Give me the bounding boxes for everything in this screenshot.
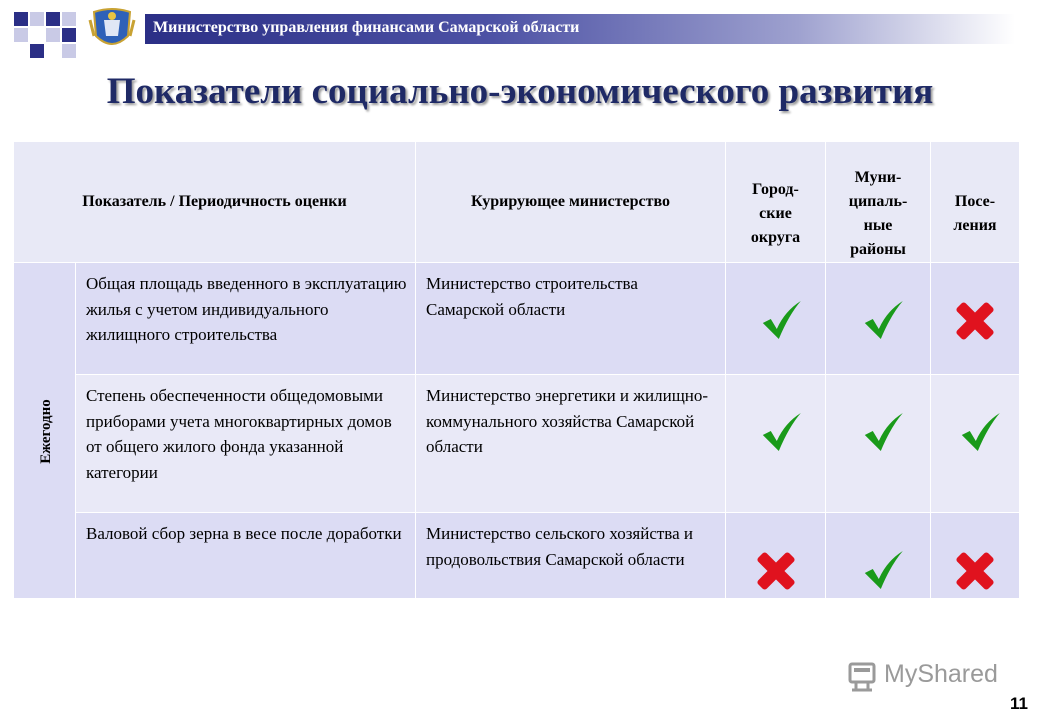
mark-cell <box>931 263 1020 375</box>
check-icon <box>756 297 804 345</box>
header-settlements-label: Посе- ления <box>953 193 997 234</box>
check-icon <box>859 297 907 345</box>
mark-cell <box>826 375 931 513</box>
page-title: Показатели социально-экономического развития <box>106 71 934 112</box>
watermark-text: MyShared <box>884 660 998 688</box>
indicator-text: Степень обеспеченности общедомовыми приборами учета многоквартирных домов от общего жилого фонда указанной категории <box>86 386 392 482</box>
mark-cell <box>826 263 931 375</box>
emblem-icon <box>86 6 138 54</box>
indicator-text: Общая площадь введенного в эксплуатацию жилья с учетом индивидуального жилищного строительства <box>86 274 407 344</box>
ministry-cell <box>416 513 726 599</box>
cross-icon <box>951 547 999 595</box>
header-indicator: Показатель / Периодичность оценки <box>14 142 416 263</box>
header-settlements <box>931 142 1020 263</box>
indicator-cell <box>76 263 416 375</box>
indicator-cell <box>76 375 416 513</box>
ministry-text: Министерство сельского хозяйства и продовольствия Самарской области <box>426 524 693 569</box>
header-bar <box>145 14 1015 44</box>
table-row <box>14 375 1020 513</box>
check-icon <box>859 409 907 457</box>
check-icon <box>859 547 907 595</box>
header-city-districts-label: Город- ские округа <box>750 181 801 246</box>
mark-cell <box>931 375 1020 513</box>
mark-cell <box>726 263 826 375</box>
period-label: Ежегодно <box>37 398 54 464</box>
table-header-row <box>14 142 1020 263</box>
header-ministry: Курирующее министерство <box>416 142 726 263</box>
check-icon <box>956 409 1004 457</box>
watermark <box>848 656 1008 696</box>
indicator-text: Валовой сбор зерна в весе после доработки <box>86 524 402 543</box>
header-city-districts <box>726 142 826 263</box>
header-municipal-districts <box>826 142 931 263</box>
ministry-cell <box>416 375 726 513</box>
mark-cell <box>726 375 826 513</box>
header-municipal-districts-label: Муни- ципаль- ные районы <box>848 169 908 258</box>
check-icon <box>756 409 804 457</box>
indicator-cell <box>76 513 416 599</box>
mark-cell <box>826 513 931 599</box>
page-number: 11 <box>1010 694 1028 713</box>
cross-icon <box>951 297 999 345</box>
cross-icon <box>752 547 800 595</box>
ministry-text: Министерство строительства Самарской области <box>426 274 638 319</box>
ministry-text: Министерство энергетики и жилищно-коммунального хозяйства Самарской области <box>426 386 709 456</box>
mark-cell <box>931 513 1020 599</box>
ministry-cell <box>416 263 726 375</box>
table-row <box>14 513 1020 599</box>
table-row <box>14 263 1020 375</box>
period-cell <box>14 263 76 599</box>
indicators-table <box>13 141 1020 599</box>
watermark-logo-icon <box>848 658 882 692</box>
mark-cell <box>726 513 826 599</box>
organization-name: Министерство управления финансами Самарской области <box>153 19 580 36</box>
